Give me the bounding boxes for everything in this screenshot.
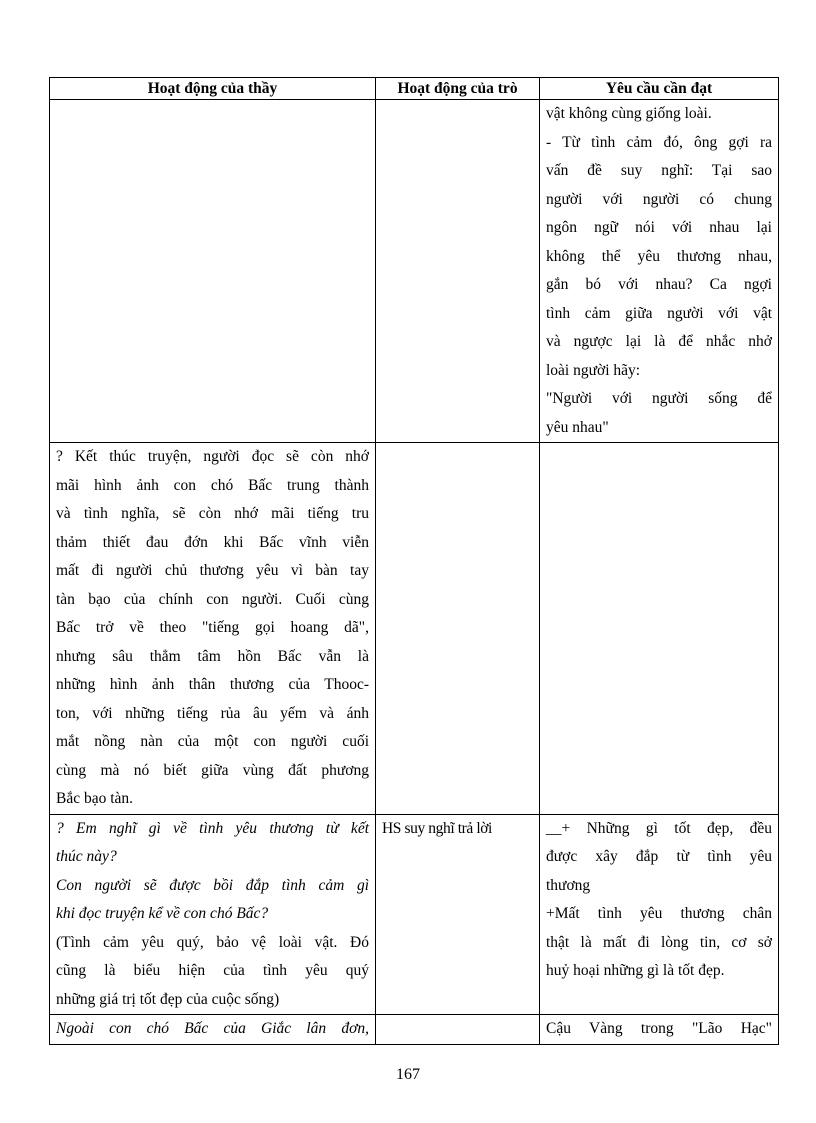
- text-line: và tình nghĩa, sẽ còn nhớ mãi tiếng tru: [56, 505, 369, 522]
- text-line: Cậu Vàng trong "Lão Hạc": [546, 1020, 772, 1037]
- text-line: (Tình cảm yêu quý, bảo vệ loài vật. Đó: [56, 933, 369, 951]
- text-line: và ngược lại là để nhắc nhở: [546, 333, 772, 350]
- teacher-cell: [50, 1015, 376, 1045]
- requirement-cell: [540, 1015, 779, 1045]
- question-line: ? Em nghĩ gì về tình yêu thương từ kết: [56, 819, 369, 837]
- text-line: - Từ tình cảm đó, ông gợi ra: [546, 133, 772, 151]
- text-line: vấn đề suy nghĩ: Tại sao: [546, 162, 772, 179]
- text-line: mất đi người chủ thương yêu vì bàn tay: [56, 562, 369, 579]
- teacher-cell: [50, 443, 376, 815]
- text-line: __+ Những gì tốt đẹp, đều: [546, 819, 772, 837]
- question-line: thúc này?: [56, 848, 117, 865]
- text-line: ? Kết thúc truyện, người đọc sẽ còn nhớ: [56, 448, 369, 465]
- table-row: [50, 1015, 779, 1045]
- header-teacher-activity: Hoạt động của thầy: [50, 78, 376, 100]
- student-cell: [376, 443, 540, 815]
- header-row: [50, 78, 779, 100]
- text-line: những giá trị tốt đẹp của cuộc sống): [56, 990, 280, 1008]
- text-line: ngôn ngữ nói với nhau lại: [546, 219, 772, 236]
- text-line: Bắc bạo tàn.: [56, 790, 134, 807]
- student-cell: [376, 1015, 540, 1045]
- text-line: Bấc trở về theo "tiếng gọi hoang dã",: [56, 619, 369, 636]
- text-line: HS suy nghĩ trả lời: [382, 819, 492, 837]
- text-line: thật là mất đi lòng tin, cơ sở: [546, 933, 772, 951]
- text-line: được xây đắp từ tình yêu: [546, 848, 772, 865]
- student-cell: [376, 100, 540, 443]
- teacher-cell: [50, 100, 376, 443]
- table-row: [50, 100, 779, 443]
- text-line: vật không cùng giống loài.: [546, 105, 712, 122]
- text-line: nhưng sâu thẳm tâm hồn Bấc vẫn là: [56, 647, 369, 665]
- table-row: [50, 814, 779, 1015]
- student-cell: [376, 814, 540, 1015]
- question-line: khi đọc truyện kể về con chó Bấc?: [56, 905, 269, 922]
- teacher-cell: [50, 814, 376, 1015]
- text-line: yêu nhau": [546, 418, 609, 436]
- requirement-cell: [540, 100, 779, 443]
- page-number: 167: [396, 1066, 420, 1083]
- header-requirements: Yêu cầu cần đạt: [540, 78, 779, 100]
- text-line: những hình ảnh thân thương của Thooc-: [56, 676, 369, 693]
- text-line: huỷ hoại những gì là tốt đẹp.: [546, 962, 725, 979]
- requirement-cell: [540, 443, 779, 815]
- text-line: loài người hãy:: [546, 361, 641, 379]
- text-line: mắt nồng nàn của một con người cuối: [56, 733, 369, 750]
- text-line: mãi hình ảnh con chó Bấc trung thành: [56, 476, 369, 494]
- text-line: không thể yêu thương nhau,: [546, 247, 772, 265]
- text-line: người với người có chung: [546, 190, 772, 208]
- text-line: ton, với những tiếng rủa âu yếm và ánh: [56, 704, 369, 722]
- table-row: [50, 443, 779, 815]
- text-line: cũng là biểu hiện của tình yêu quý: [56, 962, 369, 979]
- question-line: Ngoài con chó Bấc của Giắc lân đơn,: [56, 1020, 369, 1037]
- text-line: "Người với người sống để: [546, 390, 772, 407]
- text-line: +Mất tình yêu thương chân: [546, 905, 772, 922]
- text-line: thương: [546, 876, 591, 894]
- lesson-table: [49, 77, 779, 1045]
- question-line: Con người sẽ được bồi đắp tình cảm gì: [56, 876, 369, 894]
- text-line: tình cảm giữa người với vật: [546, 304, 772, 322]
- header-student-activity: Hoạt động của trò: [376, 78, 540, 100]
- text-line: cùng mà nó biết giữa vùng đất phương: [56, 761, 369, 779]
- text-line: gắn bó với nhau? Ca ngợi: [546, 276, 772, 293]
- text-line: tàn bạo của chính con người. Cuối cùng: [56, 590, 369, 608]
- text-line: thảm thiết đau đớn khi Bấc vĩnh viễn: [56, 533, 369, 551]
- requirement-cell: [540, 814, 779, 1015]
